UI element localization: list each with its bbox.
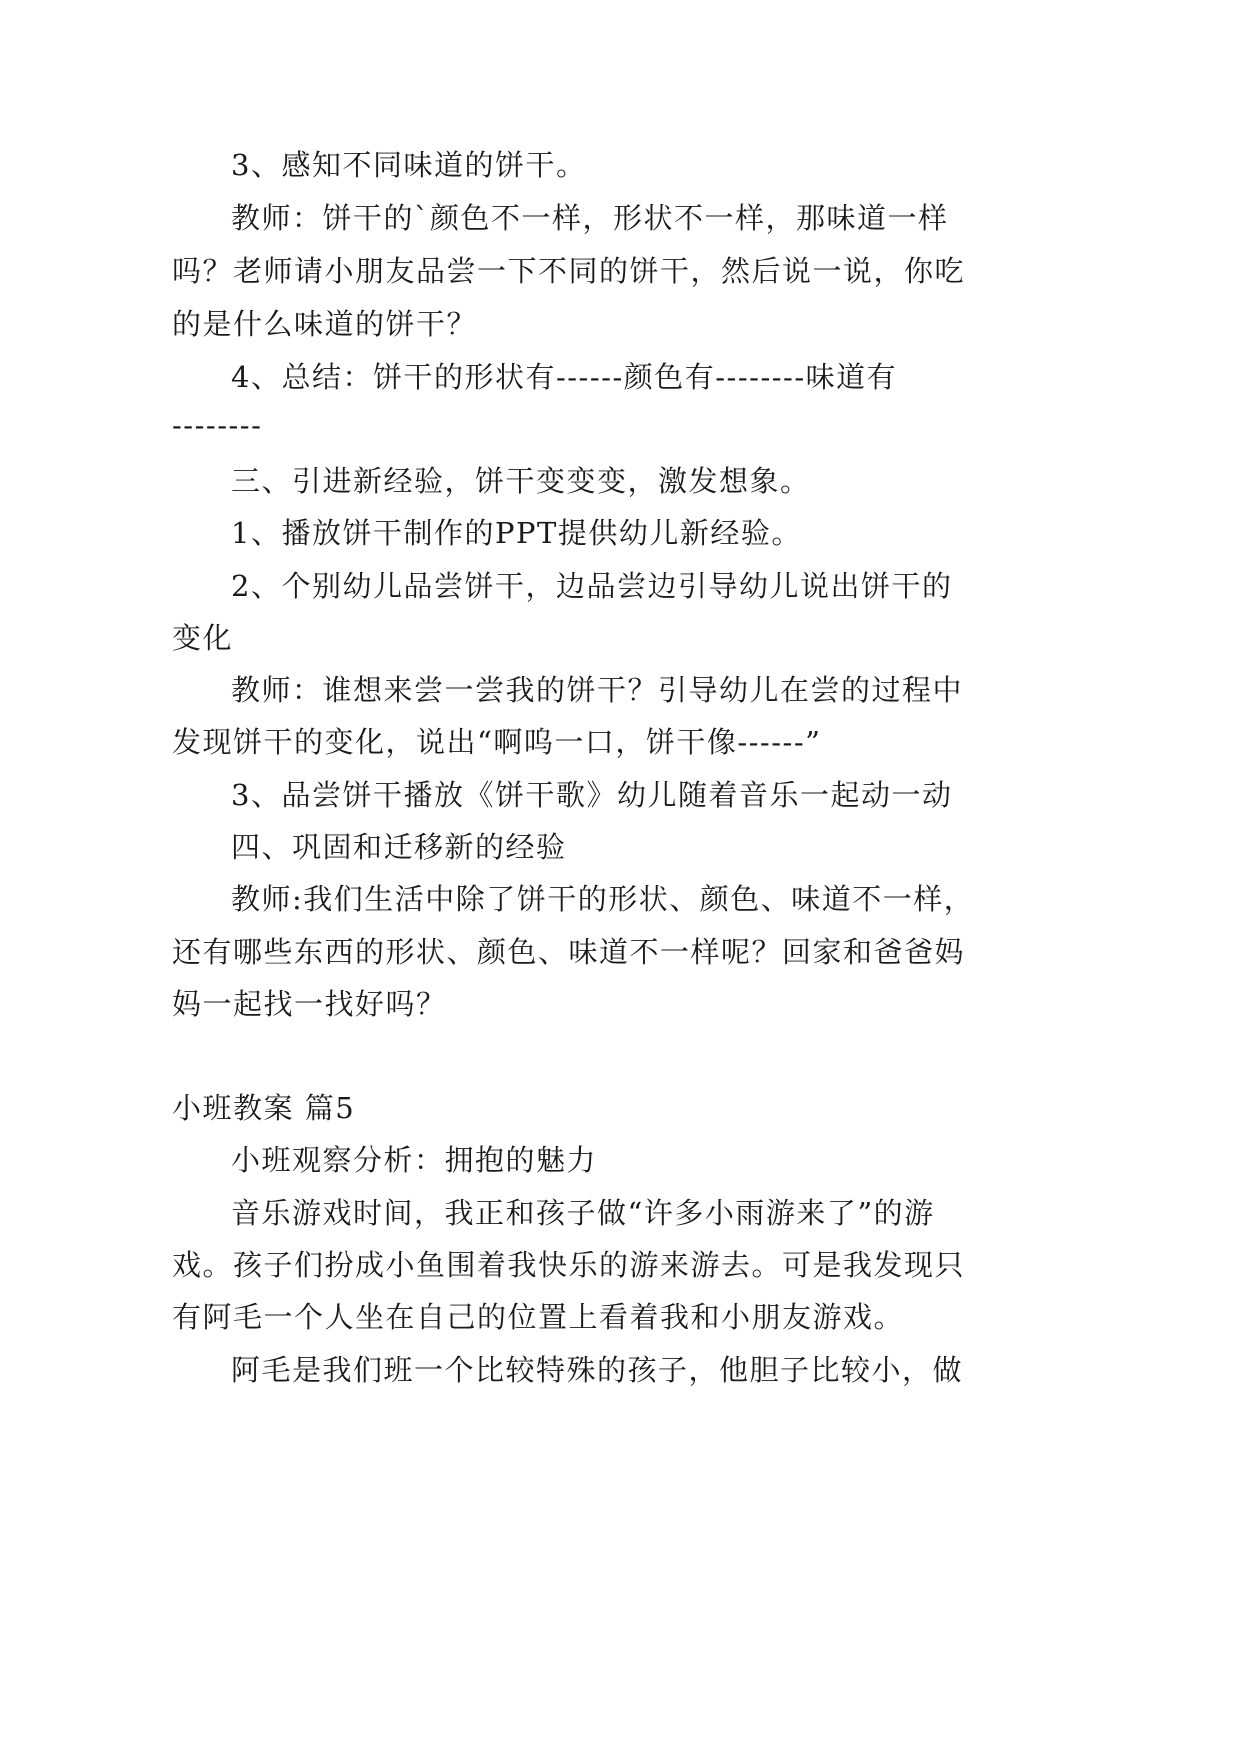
paragraph-line: 发现饼干的变化，说出“啊呜一口，饼干像------” — [172, 725, 822, 759]
section-item-3b-heading: 3、品尝饼干播放《饼干歌》幼儿随着音乐一起动一动 — [231, 778, 953, 812]
observation-subtitle: 小班观察分析：拥抱的魅力 — [231, 1143, 598, 1177]
paragraph-line: 音乐游戏时间，我正和孩子做“许多小雨游来了”的游 — [231, 1196, 935, 1230]
lesson-plan-title: 小班教案 篇5 — [172, 1091, 356, 1125]
section-item-4-heading: 4、总结：饼干的形状有------颜色有--------味道有 — [231, 360, 898, 394]
paragraph-line: 妈一起找一找好吗？ — [172, 987, 447, 1021]
section-three-heading: 三、引进新经验，饼干变变变，激发想象。 — [231, 464, 811, 498]
paragraph-line: 吗？老师请小朋友品尝一下不同的饼干，然后说一说，你吃 — [172, 254, 966, 288]
paragraph-line: 教师：谁想来尝一尝我的饼干？引导幼儿在尝的过程中 — [231, 673, 964, 707]
paragraph-line: 有阿毛一个人坐在自己的位置上看着我和小朋友游戏。 — [172, 1300, 905, 1334]
section-item-1-heading: 1、播放饼干制作的PPT提供幼儿新经验。 — [231, 516, 802, 550]
paragraph-line: 戏。孩子们扮成小鱼围着我快乐的游来游去。可是我发现只 — [172, 1248, 966, 1282]
section-item-2-heading: 2、个别幼儿品尝饼干，边品尝边引导幼儿说出饼干的 — [231, 569, 953, 603]
paragraph-line: -------- — [172, 408, 263, 442]
paragraph-line: 阿毛是我们班一个比较特殊的孩子，他胆子比较小，做 — [231, 1353, 964, 1387]
paragraph-line: 变化 — [172, 621, 234, 655]
section-four-heading: 四、巩固和迁移新的经验 — [231, 830, 567, 864]
paragraph-line: 教师：饼干的`颜色不一样，形状不一样，那味道一样 — [231, 201, 949, 235]
paragraph-line: 教师:我们生活中除了饼干的形状、颜色、味道不一样， — [231, 882, 975, 916]
section-item-3-heading: 3、感知不同味道的饼干。 — [231, 148, 587, 182]
paragraph-line: 还有哪些东西的形状、颜色、味道不一样呢？回家和爸爸妈 — [172, 935, 966, 969]
paragraph-line: 的是什么味道的饼干？ — [172, 307, 478, 341]
